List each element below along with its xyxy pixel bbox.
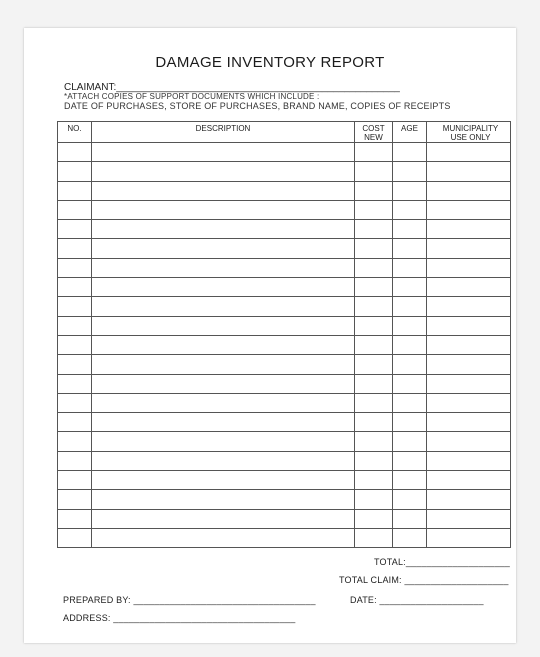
cell-description [92, 239, 355, 258]
cell-cost-new [355, 509, 393, 528]
cell-no [58, 471, 92, 490]
total-field: TOTAL:____________________ [374, 557, 510, 567]
cell-no [58, 432, 92, 451]
cell-no [58, 200, 92, 219]
cell-cost-new [355, 451, 393, 470]
cell-description [92, 200, 355, 219]
header-no: NO. [58, 122, 92, 143]
cell-age [393, 413, 427, 432]
table-row [58, 432, 511, 451]
cell-description [92, 258, 355, 277]
cell-municipality [427, 220, 511, 239]
cell-municipality [427, 432, 511, 451]
cell-description [92, 471, 355, 490]
page-title: DAMAGE INVENTORY REPORT [155, 54, 385, 71]
table-row [58, 278, 511, 297]
table-row [58, 181, 511, 200]
cell-municipality [427, 278, 511, 297]
cell-municipality [427, 335, 511, 354]
cell-no [58, 374, 92, 393]
header-muni-line-2: USE ONLY [450, 133, 491, 142]
cell-municipality [427, 374, 511, 393]
cell-age [393, 335, 427, 354]
cell-cost-new [355, 181, 393, 200]
claimant-field: CLAIMANT:___________________________________________________ [64, 82, 400, 93]
cell-no [58, 297, 92, 316]
cell-age [393, 316, 427, 335]
table-row [58, 220, 511, 239]
cell-municipality [427, 239, 511, 258]
cell-description [92, 355, 355, 374]
cell-age [393, 278, 427, 297]
cell-age [393, 509, 427, 528]
table-row [58, 239, 511, 258]
table-row [58, 471, 511, 490]
cell-age [393, 490, 427, 509]
cell-age [393, 258, 427, 277]
cell-no [58, 258, 92, 277]
cell-no [58, 335, 92, 354]
cell-description [92, 335, 355, 354]
cell-age [393, 432, 427, 451]
cell-municipality [427, 393, 511, 412]
header-cost-line-2: NEW [364, 133, 383, 142]
table-row [58, 258, 511, 277]
cell-age [393, 143, 427, 162]
table-row [58, 200, 511, 219]
cell-description [92, 162, 355, 181]
cell-municipality [427, 355, 511, 374]
attachment-note-line-1: *ATTACH COPIES OF SUPPORT DOCUMENTS WHICH INCLUDE : [64, 92, 320, 101]
header-cost-new [355, 122, 393, 143]
table-row [58, 143, 511, 162]
cell-no [58, 451, 92, 470]
inventory-table [57, 121, 511, 548]
cell-municipality [427, 297, 511, 316]
cell-cost-new [355, 143, 393, 162]
cell-no [58, 220, 92, 239]
cell-municipality [427, 471, 511, 490]
cell-description [92, 509, 355, 528]
cell-municipality [427, 528, 511, 547]
cell-municipality [427, 509, 511, 528]
cell-municipality [427, 200, 511, 219]
cell-cost-new [355, 200, 393, 219]
header-municipality [427, 122, 511, 143]
header-cost-line-1: COST [362, 124, 385, 133]
cell-cost-new [355, 490, 393, 509]
cell-description [92, 413, 355, 432]
header-description: DESCRIPTION [92, 122, 355, 143]
table-row [58, 297, 511, 316]
cell-cost-new [355, 393, 393, 412]
cell-no [58, 355, 92, 374]
table-row [58, 316, 511, 335]
cell-cost-new [355, 316, 393, 335]
table-row [58, 509, 511, 528]
form-page [24, 28, 516, 643]
cell-no [58, 316, 92, 335]
cell-age [393, 239, 427, 258]
cell-description [92, 490, 355, 509]
cell-description [92, 451, 355, 470]
cell-description [92, 393, 355, 412]
table-row [58, 528, 511, 547]
cell-description [92, 528, 355, 547]
cell-municipality [427, 413, 511, 432]
cell-description [92, 278, 355, 297]
cell-cost-new [355, 432, 393, 451]
cell-cost-new [355, 413, 393, 432]
cell-cost-new [355, 162, 393, 181]
cell-no [58, 278, 92, 297]
table-row [58, 451, 511, 470]
cell-cost-new [355, 335, 393, 354]
table-row [58, 490, 511, 509]
address-field: ADDRESS: ___________________________________ [63, 613, 296, 623]
table-header-row [58, 122, 511, 143]
prepared-by-field: PREPARED BY: ___________________________________ [63, 595, 316, 605]
cell-municipality [427, 490, 511, 509]
cell-description [92, 374, 355, 393]
cell-cost-new [355, 374, 393, 393]
attachment-note-line-2: DATE OF PURCHASES, STORE OF PURCHASES, BRAND NAME, COPIES OF RECEIPTS [64, 101, 451, 111]
cell-municipality [427, 258, 511, 277]
cell-description [92, 143, 355, 162]
cell-municipality [427, 162, 511, 181]
cell-age [393, 162, 427, 181]
cell-no [58, 143, 92, 162]
cell-no [58, 162, 92, 181]
cell-municipality [427, 181, 511, 200]
cell-municipality [427, 316, 511, 335]
cell-age [393, 297, 427, 316]
cell-age [393, 528, 427, 547]
table-row [58, 374, 511, 393]
cell-no [58, 239, 92, 258]
cell-age [393, 355, 427, 374]
cell-description [92, 432, 355, 451]
cell-no [58, 393, 92, 412]
cell-no [58, 490, 92, 509]
cell-description [92, 181, 355, 200]
table-row [58, 393, 511, 412]
cell-description [92, 220, 355, 239]
cell-municipality [427, 143, 511, 162]
cell-no [58, 528, 92, 547]
table-row [58, 355, 511, 374]
cell-cost-new [355, 239, 393, 258]
cell-age [393, 200, 427, 219]
cell-cost-new [355, 278, 393, 297]
cell-age [393, 451, 427, 470]
cell-age [393, 393, 427, 412]
cell-no [58, 413, 92, 432]
table-body [58, 143, 511, 548]
cell-cost-new [355, 471, 393, 490]
cell-cost-new [355, 220, 393, 239]
header-muni-line-1: MUNICIPALITY [442, 124, 499, 133]
total-claim-field: TOTAL CLAIM: ____________________ [339, 575, 509, 585]
cell-no [58, 509, 92, 528]
cell-cost-new [355, 258, 393, 277]
table-row [58, 335, 511, 354]
cell-description [92, 297, 355, 316]
cell-age [393, 181, 427, 200]
header-age: AGE [393, 122, 427, 143]
cell-cost-new [355, 355, 393, 374]
cell-description [92, 316, 355, 335]
cell-municipality [427, 451, 511, 470]
cell-age [393, 220, 427, 239]
table-row [58, 413, 511, 432]
cell-no [58, 181, 92, 200]
date-field: DATE: ____________________ [350, 595, 484, 605]
cell-age [393, 374, 427, 393]
cell-cost-new [355, 297, 393, 316]
table-row [58, 162, 511, 181]
cell-age [393, 471, 427, 490]
cell-cost-new [355, 528, 393, 547]
